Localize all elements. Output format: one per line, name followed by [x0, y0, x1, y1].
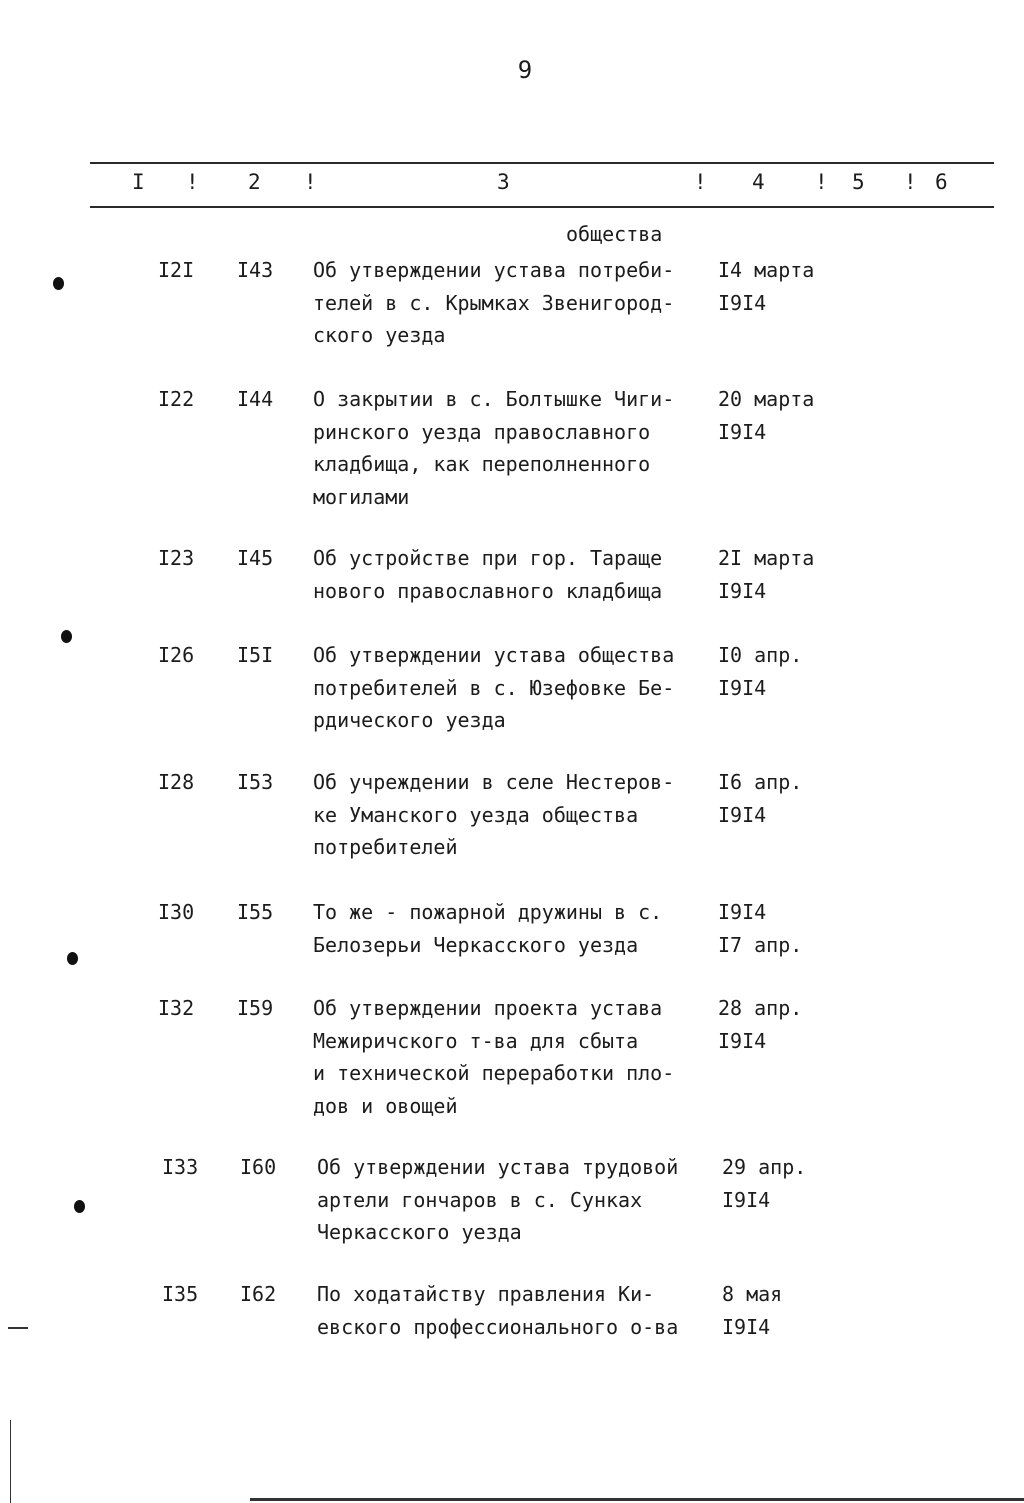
header-separator: ! — [815, 170, 828, 194]
binder-hole-mark — [67, 952, 78, 965]
row-date — [722, 1151, 806, 1216]
header-separator: ! — [904, 170, 917, 194]
file-number: I5I — [237, 643, 274, 667]
date-line: 29 апр. — [722, 1155, 807, 1179]
title-line: ского уезда — [313, 323, 446, 347]
table-header — [0, 170, 1024, 200]
row-title — [313, 383, 718, 513]
title-line: телей в с. Крымках Звенигород- — [313, 290, 675, 315]
row-title — [313, 639, 718, 737]
row-date — [718, 254, 814, 319]
title-line: Об утверждении устава потреби- — [313, 258, 675, 282]
row-title — [313, 542, 718, 607]
title-line: кладбища, как переполненного — [313, 452, 651, 476]
date-line: I9I4 — [718, 900, 767, 924]
date-line: 28 апр. — [718, 996, 803, 1020]
header-col-4: 4 — [752, 170, 765, 194]
title-line: евского профессионального о-ва — [317, 1314, 679, 1339]
title-line: Об учреждении в селе Нестеров- — [313, 770, 675, 794]
file-number: I43 — [237, 258, 274, 282]
page-number: 9 — [517, 56, 533, 84]
title-line: Об утверждении проекта устава — [313, 996, 663, 1020]
title-line: потребителей в с. Юзефовке Бе- — [313, 675, 675, 700]
row-number: I33 — [162, 1155, 199, 1179]
title-line: могилами — [313, 484, 410, 509]
date-line: I6 апр. — [718, 770, 803, 794]
date-line: I9I4 — [722, 1314, 771, 1339]
row-date — [718, 383, 814, 448]
header-col-5: 5 — [852, 170, 865, 194]
insertion-note: общества — [566, 222, 663, 246]
row-number: I23 — [158, 546, 195, 570]
row-title — [317, 1151, 722, 1249]
row-number: I35 — [162, 1282, 199, 1306]
binder-hole-mark — [53, 277, 64, 290]
row-title — [313, 896, 718, 961]
scan-edge-mark — [8, 1327, 28, 1329]
header-col-2: 2 — [248, 170, 261, 194]
title-line: Межиричского т-ва для сбыта — [313, 1028, 639, 1053]
row-number: I28 — [158, 770, 195, 794]
date-line: 8 мая — [722, 1282, 783, 1306]
file-number: I53 — [237, 770, 274, 794]
title-line: артели гончаров в с. Сунках — [317, 1187, 643, 1212]
row-date — [718, 766, 802, 831]
file-number: I45 — [237, 546, 274, 570]
title-line: Белозерьи Черкасского уезда — [313, 932, 639, 957]
date-line: I0 апр. — [718, 643, 803, 667]
date-line: I7 апр. — [718, 932, 803, 957]
date-line: I9I4 — [718, 675, 767, 700]
title-line: Черкасского уезда — [317, 1220, 522, 1244]
table-top-rule — [90, 162, 994, 164]
title-line: Об устройстве при гор. Тараще — [313, 546, 663, 570]
header-separator: ! — [304, 170, 317, 194]
title-line: ринского уезда православного — [313, 419, 651, 444]
binder-hole-mark — [74, 1200, 85, 1213]
date-line: 20 марта — [718, 387, 815, 411]
row-number: I22 — [158, 387, 195, 411]
row-number: I30 — [158, 900, 195, 924]
date-line: 2I марта — [718, 546, 815, 570]
row-date — [718, 896, 802, 961]
row-date — [718, 639, 802, 704]
row-number: I2I — [158, 258, 195, 282]
header-separator: ! — [694, 170, 707, 194]
row-date — [718, 542, 814, 607]
date-line: I9I4 — [718, 419, 767, 444]
title-line: потребителей — [313, 835, 458, 859]
title-line: рдического уезда — [313, 708, 506, 732]
date-line: I4 марта — [718, 258, 815, 282]
scan-edge-line — [10, 1420, 11, 1503]
header-col-3: 3 — [497, 170, 510, 194]
title-line: ке Уманского уезда общества — [313, 802, 639, 827]
date-line: I9I4 — [718, 802, 767, 827]
row-title — [313, 766, 718, 864]
title-line: По ходатайству правления Ки- — [317, 1282, 655, 1306]
title-line: дов и овощей — [313, 1093, 458, 1118]
row-date — [718, 992, 802, 1057]
header-col-6: 6 — [935, 170, 948, 194]
title-line: нового православного кладбища — [313, 578, 663, 603]
date-line: I9I4 — [718, 1028, 767, 1053]
title-line: и технической переработки пло- — [313, 1061, 675, 1085]
row-number: I26 — [158, 643, 195, 667]
date-line: I9I4 — [718, 578, 767, 603]
file-number: I60 — [240, 1155, 277, 1179]
table-header-bottom-rule — [90, 206, 994, 208]
title-line: То же - пожарной дружины в с. — [313, 900, 663, 924]
row-title — [313, 992, 718, 1122]
date-line: I9I4 — [718, 290, 767, 315]
title-line: Об утверждении устава трудовой — [317, 1155, 679, 1179]
scan-edge-line — [250, 1498, 1024, 1501]
title-line: О закрытии в с. Болтышке Чиги- — [313, 387, 675, 411]
row-date — [722, 1278, 782, 1343]
header-col-1: I — [132, 170, 145, 194]
header-separator: ! — [186, 170, 199, 194]
binder-hole-mark — [61, 630, 72, 643]
row-title — [317, 1278, 722, 1343]
date-line: I9I4 — [722, 1187, 771, 1212]
file-number: I44 — [237, 387, 274, 411]
row-number: I32 — [158, 996, 195, 1020]
row-title — [313, 254, 718, 352]
file-number: I62 — [240, 1282, 277, 1306]
file-number: I59 — [237, 996, 274, 1020]
file-number: I55 — [237, 900, 274, 924]
title-line: Об утверждении устава общества — [313, 643, 675, 667]
